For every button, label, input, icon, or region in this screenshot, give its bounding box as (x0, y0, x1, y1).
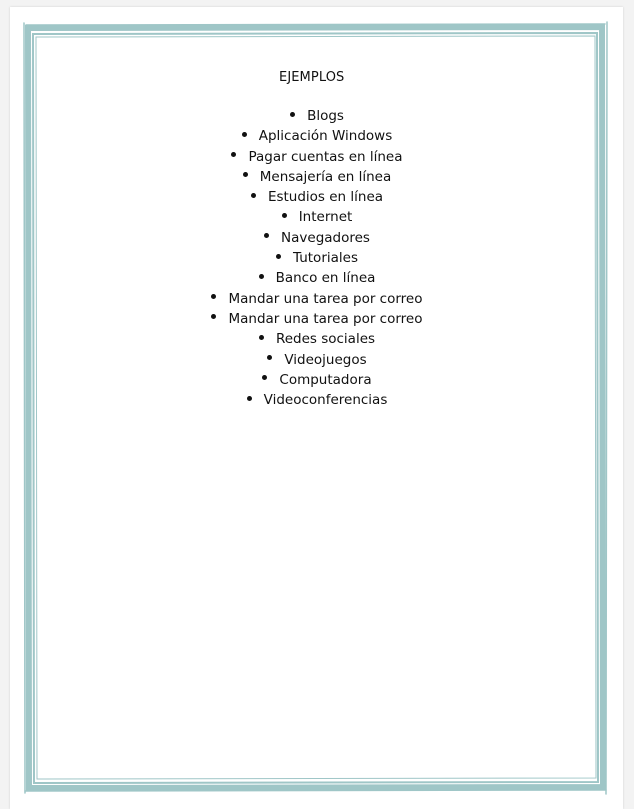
document-page (10, 7, 623, 809)
list-item: Estudios en línea (0, 187, 634, 207)
bullet-icon (211, 314, 216, 319)
bullet-icon (262, 375, 267, 380)
list-item: Mandar una tarea por correo (0, 309, 634, 329)
list-item: Tutoriales (0, 248, 634, 268)
list-item: Videojuegos (0, 350, 634, 370)
list-item: Blogs (0, 106, 634, 126)
bullet-icon (267, 355, 272, 360)
list-item: Mensajería en línea (0, 167, 634, 187)
list-item: Redes sociales (0, 329, 634, 349)
bullet-icon (276, 254, 281, 259)
list-item: Pagar cuentas en línea (0, 147, 634, 167)
bullet-icon (290, 112, 295, 117)
list-item: Banco en línea (0, 268, 634, 288)
bullet-icon (242, 132, 247, 137)
list-item: Internet (0, 207, 634, 227)
bullet-icon (231, 152, 236, 157)
list-item: Navegadores (0, 228, 634, 248)
bullet-icon (259, 335, 264, 340)
bullet-icon (243, 172, 248, 177)
bullet-icon (259, 274, 264, 279)
list-item: Aplicación Windows (0, 126, 634, 146)
document-heading: EJEMPLOS (279, 70, 345, 85)
bullet-icon (247, 396, 252, 401)
list-item: Mandar una tarea por correo (0, 289, 634, 309)
bullet-icon (264, 233, 269, 238)
list-item: Videoconferencias (0, 390, 634, 410)
bullet-icon (282, 213, 287, 218)
bullet-icon (251, 193, 256, 198)
bullet-icon (211, 294, 216, 299)
examples-list (0, 106, 634, 410)
list-item: Computadora (0, 370, 634, 390)
